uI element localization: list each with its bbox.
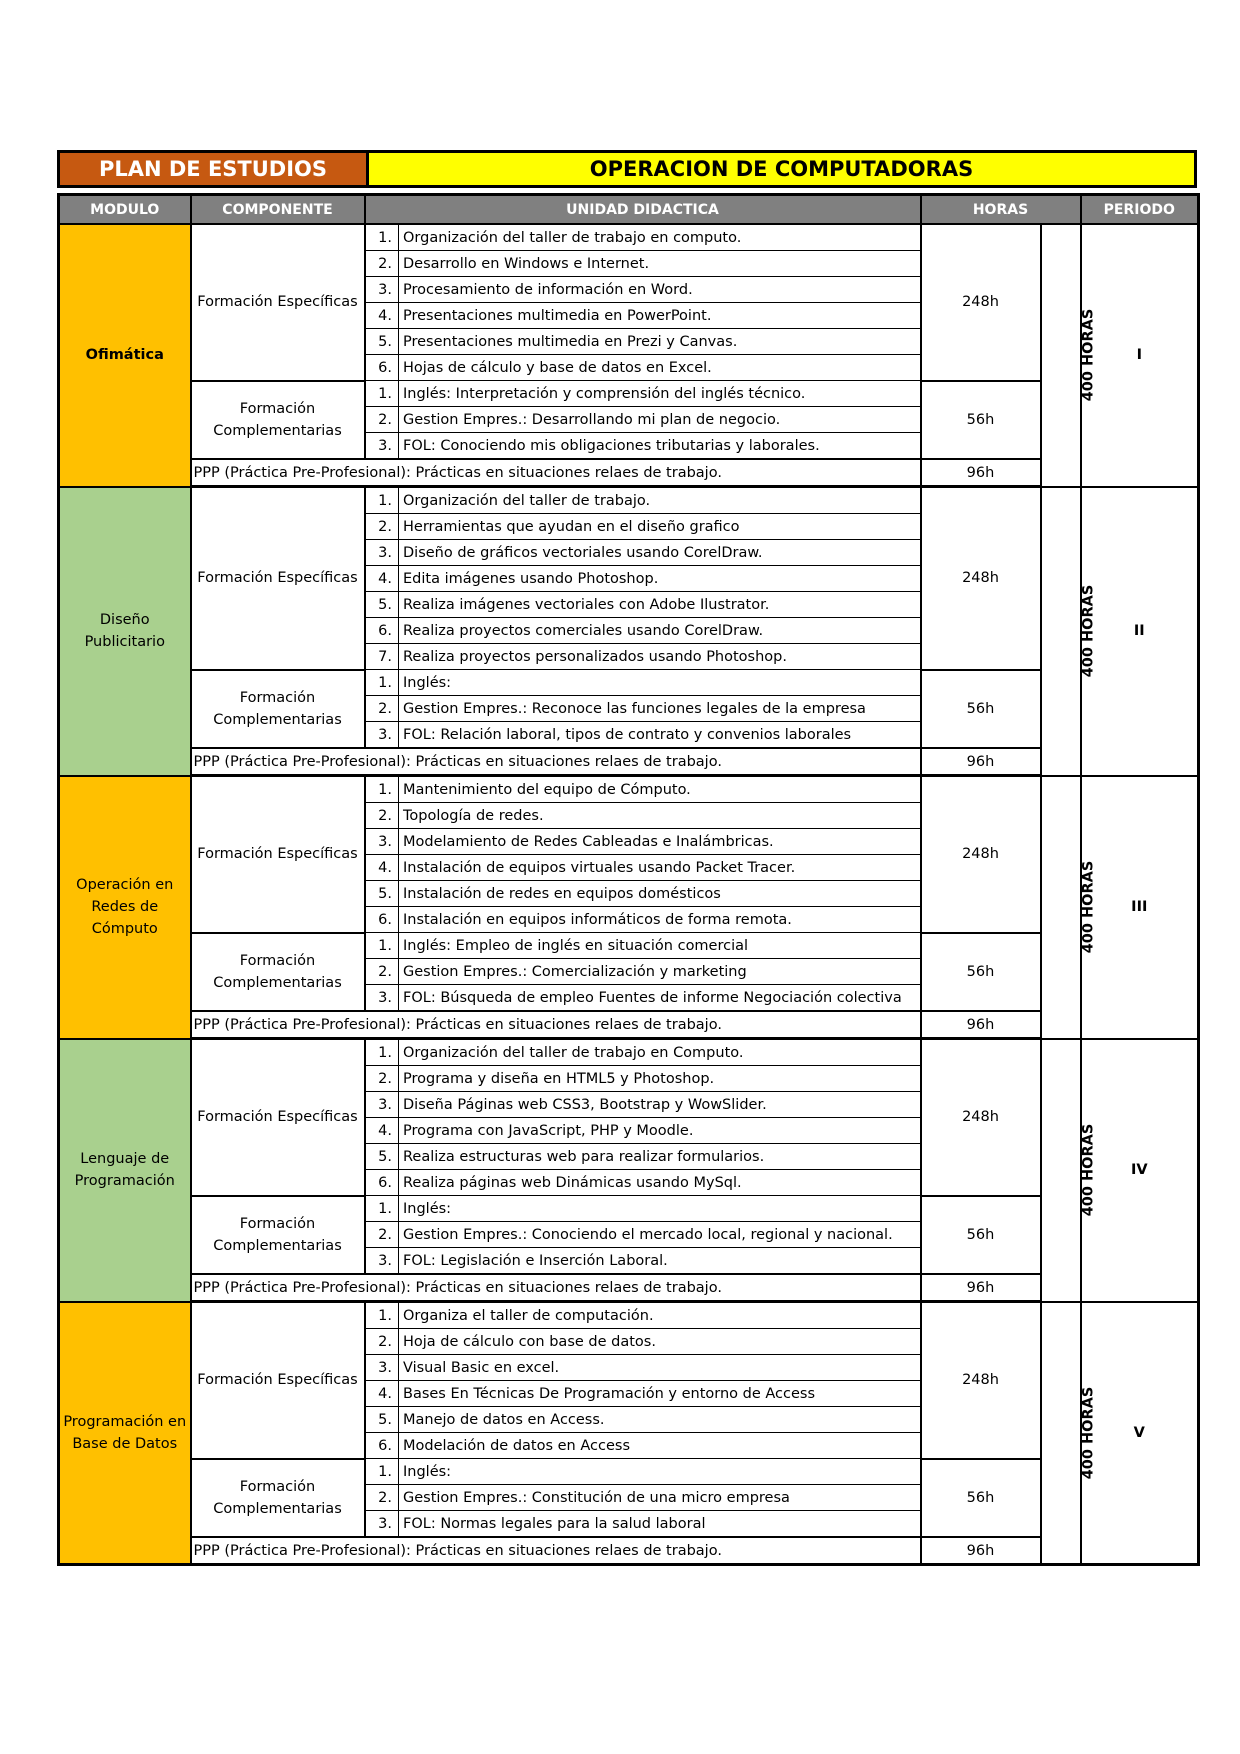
ppp-text: PPP (Práctica Pre-Profesional): Prácticas en situaciones relaes de trabajo. [191, 459, 921, 487]
unit-number: 3. [365, 1248, 399, 1275]
component-complementarias: Formación Complementarias [191, 933, 365, 1012]
ppp-hours: 96h [921, 459, 1041, 487]
ppp-text: PPP (Práctica Pre-Profesional): Prácticas en situaciones relaes de trabajo. [191, 1537, 921, 1565]
period: II [1081, 487, 1199, 776]
component-complementarias: Formación Complementarias [191, 1459, 365, 1538]
unit-text: Realiza estructuras web para realizar formularios. [399, 1144, 921, 1170]
unit-text: Inglés: [399, 1459, 921, 1485]
module-name: Programación en Base de Datos [59, 1302, 191, 1565]
ppp-row [59, 1011, 1199, 1039]
unit-text: Instalación en equipos informáticos de forma remota. [399, 907, 921, 933]
unit-text: Mantenimiento del equipo de Cómputo. [399, 776, 921, 803]
unit-number: 2. [365, 1222, 399, 1248]
header-unidad: UNIDAD DIDACTICA [365, 195, 921, 225]
unit-number: 2. [365, 407, 399, 433]
unit-text: Organización del taller de trabajo en computo. [399, 224, 921, 251]
unit-number: 1. [365, 776, 399, 803]
unit-number: 3. [365, 1511, 399, 1538]
unit-text: Realiza páginas web Dinámicas usando MySql. [399, 1170, 921, 1196]
total-hours-cell [1041, 776, 1096, 1039]
unit-number: 4. [365, 855, 399, 881]
unit-number: 6. [365, 1433, 399, 1459]
ppp-hours: 96h [921, 1537, 1041, 1565]
unit-text: FOL: Normas legales para la salud laboral [399, 1511, 921, 1538]
unit-number: 3. [365, 1355, 399, 1381]
total-hours-cell [1041, 1039, 1096, 1302]
unit-number: 4. [365, 566, 399, 592]
total-hours-cell [1041, 1302, 1096, 1565]
unit-number: 2. [365, 514, 399, 540]
ppp-row [59, 459, 1199, 487]
module-name: Diseño Publicitario [59, 487, 191, 776]
unit-number: 1. [365, 1459, 399, 1485]
unit-number: 1. [365, 487, 399, 514]
table-row [59, 1459, 1199, 1485]
unit-text: Gestion Empres.: Desarrollando mi plan de negocio. [399, 407, 921, 433]
hours-especificas: 248h [921, 487, 1041, 670]
table-row [59, 1302, 1199, 1329]
ppp-row [59, 1274, 1199, 1302]
unit-text: Desarrollo en Windows e Internet. [399, 251, 921, 277]
hours-especificas: 248h [921, 776, 1041, 933]
hours-complementarias: 56h [921, 670, 1041, 749]
period: IV [1081, 1039, 1199, 1302]
header-horas: HORAS [921, 195, 1081, 225]
unit-number: 6. [365, 618, 399, 644]
hours-complementarias: 56h [921, 1459, 1041, 1538]
study-plan-table [57, 193, 1200, 1566]
unit-number: 5. [365, 1407, 399, 1433]
unit-text: Bases En Técnicas De Programación y entorno de Access [399, 1381, 921, 1407]
table-row [59, 381, 1199, 407]
unit-number: 4. [365, 1381, 399, 1407]
unit-text: Gestion Empres.: Conociendo el mercado local, regional y nacional. [399, 1222, 921, 1248]
module-name: Ofimática [59, 224, 191, 487]
module-name: Operación en Redes de Cómputo [59, 776, 191, 1039]
unit-number: 1. [365, 1039, 399, 1066]
unit-text: Visual Basic en excel. [399, 1355, 921, 1381]
unit-text: FOL: Conociendo mis obligaciones tributarias y laborales. [399, 433, 921, 460]
unit-text: Diseño de gráficos vectoriales usando CorelDraw. [399, 540, 921, 566]
plan-body [59, 224, 1199, 1565]
total-hours: 400 HORAS [1079, 308, 1096, 402]
unit-number: 2. [365, 803, 399, 829]
component-complementarias: Formación Complementarias [191, 1196, 365, 1275]
unit-text: Modelamiento de Redes Cableadas e Inalámbricas. [399, 829, 921, 855]
table-row [59, 670, 1199, 696]
unit-text: Organización del taller de trabajo en Computo. [399, 1039, 921, 1066]
period: III [1081, 776, 1199, 1039]
component-especificas: Formación Específicas [191, 1039, 365, 1196]
header-row [59, 195, 1199, 225]
component-complementarias: Formación Complementarias [191, 670, 365, 749]
unit-number: 2. [365, 1485, 399, 1511]
unit-text: Organización del taller de trabajo. [399, 487, 921, 514]
unit-text: Diseña Páginas web CSS3, Bootstrap y WowSlider. [399, 1092, 921, 1118]
unit-text: Realiza proyectos comerciales usando CorelDraw. [399, 618, 921, 644]
unit-text: Topología de redes. [399, 803, 921, 829]
unit-number: 1. [365, 1302, 399, 1329]
unit-number: 5. [365, 592, 399, 618]
unit-text: Procesamiento de información en Word. [399, 277, 921, 303]
module-name: Lenguaje de Programación [59, 1039, 191, 1302]
unit-text: Instalación de redes en equipos domésticos [399, 881, 921, 907]
period: V [1081, 1302, 1199, 1565]
total-hours: 400 HORAS [1079, 1386, 1096, 1480]
unit-number: 3. [365, 540, 399, 566]
hours-especificas: 248h [921, 1302, 1041, 1459]
unit-number: 2. [365, 251, 399, 277]
total-hours-cell [1041, 224, 1096, 487]
unit-text: Gestion Empres.: Comercialización y marketing [399, 959, 921, 985]
unit-number: 1. [365, 1196, 399, 1222]
component-especificas: Formación Específicas [191, 224, 365, 381]
unit-number: 1. [365, 381, 399, 407]
unit-text: Presentaciones multimedia en PowerPoint. [399, 303, 921, 329]
table-row [59, 933, 1199, 959]
unit-number: 3. [365, 985, 399, 1012]
unit-number: 1. [365, 224, 399, 251]
unit-text: Edita imágenes usando Photoshop. [399, 566, 921, 592]
unit-number: 4. [365, 303, 399, 329]
unit-text: Programa y diseña en HTML5 y Photoshop. [399, 1066, 921, 1092]
hours-especificas: 248h [921, 1039, 1041, 1196]
program-title: OPERACION DE COMPUTADORAS [369, 153, 1194, 185]
table-row [59, 487, 1199, 514]
unit-number: 7. [365, 644, 399, 670]
unit-number: 6. [365, 1170, 399, 1196]
ppp-hours: 96h [921, 748, 1041, 776]
unit-text: Gestion Empres.: Constitución de una micro empresa [399, 1485, 921, 1511]
title-bar [57, 150, 1197, 188]
unit-number: 5. [365, 329, 399, 355]
component-especificas: Formación Específicas [191, 776, 365, 933]
component-complementarias: Formación Complementarias [191, 381, 365, 460]
unit-text: FOL: Legislación e Inserción Laboral. [399, 1248, 921, 1275]
unit-text: Gestion Empres.: Reconoce las funciones legales de la empresa [399, 696, 921, 722]
unit-number: 2. [365, 1066, 399, 1092]
unit-text: Inglés: [399, 1196, 921, 1222]
total-hours: 400 HORAS [1079, 584, 1096, 678]
unit-number: 5. [365, 1144, 399, 1170]
ppp-text: PPP (Práctica Pre-Profesional): Prácticas en situaciones relaes de trabajo. [191, 1274, 921, 1302]
table-row [59, 1196, 1199, 1222]
hours-complementarias: 56h [921, 933, 1041, 1012]
ppp-text: PPP (Práctica Pre-Profesional): Prácticas en situaciones relaes de trabajo. [191, 748, 921, 776]
header-modulo: MODULO [59, 195, 191, 225]
unit-text: Modelación de datos en Access [399, 1433, 921, 1459]
unit-text: Inglés: Empleo de inglés en situación comercial [399, 933, 921, 959]
total-hours-cell [1041, 487, 1096, 776]
unit-text: Realiza imágenes vectoriales con Adobe Ilustrator. [399, 592, 921, 618]
unit-number: 6. [365, 355, 399, 381]
unit-text: Manejo de datos en Access. [399, 1407, 921, 1433]
unit-text: Inglés: [399, 670, 921, 696]
unit-number: 3. [365, 277, 399, 303]
unit-number: 2. [365, 1329, 399, 1355]
unit-text: Programa con JavaScript, PHP y Moodle. [399, 1118, 921, 1144]
table-row [59, 1039, 1199, 1066]
unit-number: 2. [365, 959, 399, 985]
unit-number: 1. [365, 933, 399, 959]
unit-number: 1. [365, 670, 399, 696]
total-hours: 400 HORAS [1079, 860, 1096, 954]
unit-text: Presentaciones multimedia en Prezi y Canvas. [399, 329, 921, 355]
ppp-row [59, 1537, 1199, 1565]
hours-complementarias: 56h [921, 1196, 1041, 1275]
plan-title: PLAN DE ESTUDIOS [60, 153, 369, 185]
unit-text: Hoja de cálculo con base de datos. [399, 1329, 921, 1355]
unit-text: Realiza proyectos personalizados usando Photoshop. [399, 644, 921, 670]
unit-text: FOL: Búsqueda de empleo Fuentes de informe Negociación colectiva [399, 985, 921, 1012]
unit-text: Instalación de equipos virtuales usando Packet Tracer. [399, 855, 921, 881]
header-componente: COMPONENTE [191, 195, 365, 225]
ppp-hours: 96h [921, 1011, 1041, 1039]
component-especificas: Formación Específicas [191, 487, 365, 670]
unit-text: Organiza el taller de computación. [399, 1302, 921, 1329]
unit-number: 3. [365, 722, 399, 749]
unit-number: 3. [365, 433, 399, 460]
unit-text: FOL: Relación laboral, tipos de contrato y convenios laborales [399, 722, 921, 749]
unit-number: 5. [365, 881, 399, 907]
ppp-text: PPP (Práctica Pre-Profesional): Prácticas en situaciones relaes de trabajo. [191, 1011, 921, 1039]
header-periodo: PERIODO [1081, 195, 1199, 225]
total-hours: 400 HORAS [1079, 1123, 1096, 1217]
unit-number: 6. [365, 907, 399, 933]
ppp-row [59, 748, 1199, 776]
unit-text: Hojas de cálculo y base de datos en Excel. [399, 355, 921, 381]
unit-number: 2. [365, 696, 399, 722]
unit-number: 4. [365, 1118, 399, 1144]
hours-especificas: 248h [921, 224, 1041, 381]
table-row [59, 776, 1199, 803]
unit-text: Herramientas que ayudan en el diseño grafico [399, 514, 921, 540]
period: I [1081, 224, 1199, 487]
component-especificas: Formación Específicas [191, 1302, 365, 1459]
hours-complementarias: 56h [921, 381, 1041, 460]
unit-number: 3. [365, 1092, 399, 1118]
unit-number: 3. [365, 829, 399, 855]
ppp-hours: 96h [921, 1274, 1041, 1302]
unit-text: Inglés: Interpretación y comprensión del inglés técnico. [399, 381, 921, 407]
table-row [59, 224, 1199, 251]
